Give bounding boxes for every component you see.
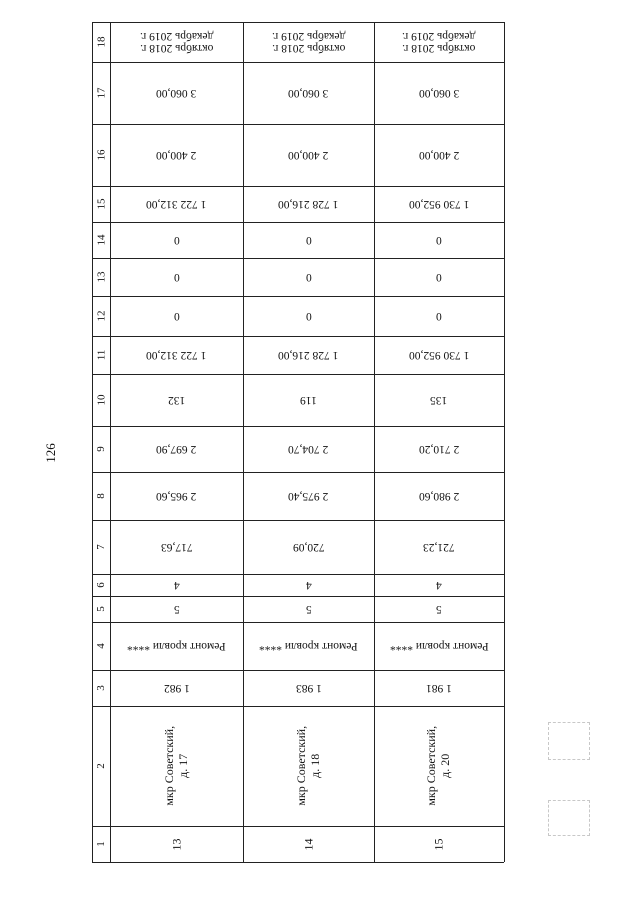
table-cell-no (244, 827, 373, 861)
table-cell-period-lines (244, 23, 373, 61)
residents-value: 132 (167, 394, 186, 407)
table-cell-col15 (244, 187, 373, 221)
column-number-cell (93, 827, 109, 861)
area-living-value: 2 710,20 (418, 443, 460, 456)
table-cell-col14 (375, 223, 503, 257)
column-number-cell (93, 575, 109, 595)
year-value: 1 982 (163, 682, 190, 695)
table-cell-address (111, 707, 242, 825)
table-cell-area-total (111, 473, 242, 519)
column-number-cell (93, 187, 109, 221)
column-number: 18 (95, 36, 107, 48)
entrances-value: 4 (305, 579, 312, 592)
table-cell-floors (244, 597, 373, 621)
scan-artifact-bottom (548, 800, 590, 836)
col15-value: 1 722 312,00 (146, 198, 207, 211)
address-text (163, 726, 191, 806)
table-cell-no (111, 827, 242, 861)
column-number: 12 (95, 310, 107, 322)
year-value: 1 983 (295, 682, 322, 695)
area-living-value: 2 704,70 (288, 443, 329, 456)
column-number: 17 (95, 87, 107, 99)
period-line: декабрь 2019 г. (271, 30, 346, 42)
table-cell-entrances (244, 575, 373, 595)
column-number-cell (93, 375, 109, 425)
no-value: 14 (301, 838, 315, 850)
column-number: 8 (95, 493, 107, 499)
table-cell-area-roof (375, 521, 503, 573)
table-cell-area-living (244, 427, 373, 471)
col14-value: 0 (173, 234, 180, 247)
table-cell-year (111, 671, 242, 705)
table-cell-no (375, 827, 503, 861)
column-number: 11 (95, 349, 107, 361)
column-number: 14 (95, 234, 107, 246)
period-line: октябрь 2018 г. (402, 42, 476, 55)
table-cell-col12 (375, 297, 503, 335)
table-cell-address (244, 707, 373, 825)
column-number-cell (93, 473, 109, 519)
period-text (272, 30, 345, 54)
table-cell-col17 (244, 63, 373, 123)
column-number: 3 (95, 685, 107, 691)
residents-value: 135 (430, 394, 448, 407)
address-line: д. 18 (307, 753, 322, 779)
grid-hline (92, 862, 504, 863)
address-line: мкр Советский, (161, 726, 176, 806)
col17-value: 3 060,00 (156, 87, 197, 100)
col16-value: 2 400,00 (288, 149, 329, 162)
table-cell-col17 (111, 63, 242, 123)
work-value: Ремонт кровли **** (127, 640, 226, 653)
column-number-cell (93, 337, 109, 373)
table-cell-year (244, 671, 373, 705)
table-cell-col16 (244, 125, 373, 185)
col16-value: 2 400,00 (156, 149, 197, 162)
column-number-cell (93, 521, 109, 573)
column-number-cell (93, 623, 109, 669)
period-line: октябрь 2018 г. (271, 42, 346, 55)
col15-value: 1 730 952,00 (408, 198, 470, 211)
table-cell-residents (375, 375, 503, 425)
column-number: 10 (95, 394, 107, 406)
column-number: 1 (95, 841, 107, 847)
table-cell-col15 (111, 187, 242, 221)
address-line: мкр Советский, (424, 726, 439, 806)
table-cell-col16 (111, 125, 242, 185)
table-cell-entrances (375, 575, 503, 595)
table-cell-col16 (375, 125, 503, 185)
area-roof-value: 720,09 (292, 541, 325, 554)
column-number: 16 (95, 149, 107, 161)
cost-total-value: 1 728 216,00 (278, 349, 339, 362)
col13-value: 0 (305, 271, 312, 284)
column-number-cell (93, 597, 109, 621)
residents-value: 119 (300, 394, 317, 407)
column-number-cell (93, 23, 109, 61)
table-cell-period-lines (111, 23, 242, 61)
table-cell-area-roof (111, 521, 242, 573)
table-cell-floors (111, 597, 242, 621)
column-number-cell (93, 125, 109, 185)
table-cell-col12 (244, 297, 373, 335)
col17-value: 3 060,00 (418, 87, 460, 100)
column-number: 4 (95, 643, 107, 649)
col14-value: 0 (305, 234, 312, 247)
no-value: 15 (431, 838, 446, 850)
address-line: д. 20 (438, 753, 452, 779)
work-value: Ремонт кровли **** (259, 640, 358, 653)
table-cell-cost-total (375, 337, 503, 373)
address-line: мкр Советский, (293, 726, 308, 806)
column-number-cell (93, 427, 109, 471)
cost-total-value: 1 730 952,00 (408, 349, 470, 362)
area-roof-value: 721,23 (423, 541, 455, 554)
table-cell-floors (375, 597, 503, 621)
grid-vline (504, 22, 505, 862)
column-number-cell (93, 259, 109, 295)
address-text (425, 726, 453, 806)
period-line: декабрь 2019 г. (402, 30, 476, 42)
floors-value: 5 (173, 603, 180, 616)
floors-value: 5 (436, 603, 442, 616)
table-cell-work (111, 623, 242, 669)
column-number: 9 (95, 446, 107, 452)
table-cell-col17 (375, 63, 503, 123)
column-number-cell (93, 671, 109, 705)
column-number: 6 (95, 582, 107, 588)
table-cell-year (375, 671, 503, 705)
period-text (140, 30, 213, 54)
no-value: 13 (169, 838, 183, 850)
table-cell-col14 (111, 223, 242, 257)
table-cell-area-roof (244, 521, 373, 573)
period-line: декабрь 2019 г. (139, 30, 214, 42)
table-cell-col13 (111, 259, 242, 295)
table-cell-col14 (244, 223, 373, 257)
table-cell-area-living (375, 427, 503, 471)
table-cell-period-lines (375, 23, 503, 61)
table-cell-address (375, 707, 503, 825)
col15-value: 1 728 216,00 (278, 198, 339, 211)
table-cell-work (244, 623, 373, 669)
column-number: 5 (95, 606, 107, 612)
col14-value: 0 (436, 234, 442, 247)
column-number-cell (93, 297, 109, 335)
table-cell-entrances (111, 575, 242, 595)
column-number: 7 (95, 544, 107, 550)
page-number: 126 (43, 443, 58, 463)
area-roof-value: 717,63 (160, 541, 193, 554)
col16-value: 2 400,00 (418, 149, 460, 162)
col13-value: 0 (173, 271, 180, 284)
column-number: 15 (95, 198, 107, 210)
area-living-value: 2 697,90 (156, 443, 197, 456)
table-cell-area-total (244, 473, 373, 519)
table-cell-area-living (111, 427, 242, 471)
table-cell-col13 (244, 259, 373, 295)
table-cell-area-total (375, 473, 503, 519)
col17-value: 3 060,00 (288, 87, 329, 100)
area-total-value: 2 975,40 (288, 490, 329, 503)
address-text (295, 726, 323, 806)
col12-value: 0 (305, 310, 312, 323)
table-cell-cost-total (111, 337, 242, 373)
year-value: 1 981 (426, 682, 452, 695)
floors-value: 5 (305, 603, 312, 616)
table-cell-residents (111, 375, 242, 425)
entrances-value: 4 (436, 579, 442, 592)
column-number: 13 (95, 271, 107, 283)
address-line: д. 17 (175, 753, 190, 779)
column-number-cell (93, 223, 109, 257)
column-number-cell (93, 707, 109, 825)
area-total-value: 2 980,60 (418, 490, 460, 503)
work-value: Ремонт кровли **** (389, 640, 489, 653)
table-cell-col13 (375, 259, 503, 295)
table-cell-cost-total (244, 337, 373, 373)
column-number: 2 (95, 763, 107, 769)
area-total-value: 2 965,60 (156, 490, 197, 503)
table-cell-work (375, 623, 503, 669)
period-line: октябрь 2018 г. (139, 42, 214, 55)
col12-value: 0 (436, 310, 442, 323)
table-cell-residents (244, 375, 373, 425)
table-cell-col15 (375, 187, 503, 221)
cost-total-value: 1 722 312,00 (146, 349, 207, 362)
col12-value: 0 (173, 310, 180, 323)
entrances-value: 4 (173, 579, 180, 592)
table-cell-col12 (111, 297, 242, 335)
period-text (402, 30, 475, 54)
col13-value: 0 (436, 271, 442, 284)
scan-artifact-top (548, 722, 590, 760)
column-number-cell (93, 63, 109, 123)
